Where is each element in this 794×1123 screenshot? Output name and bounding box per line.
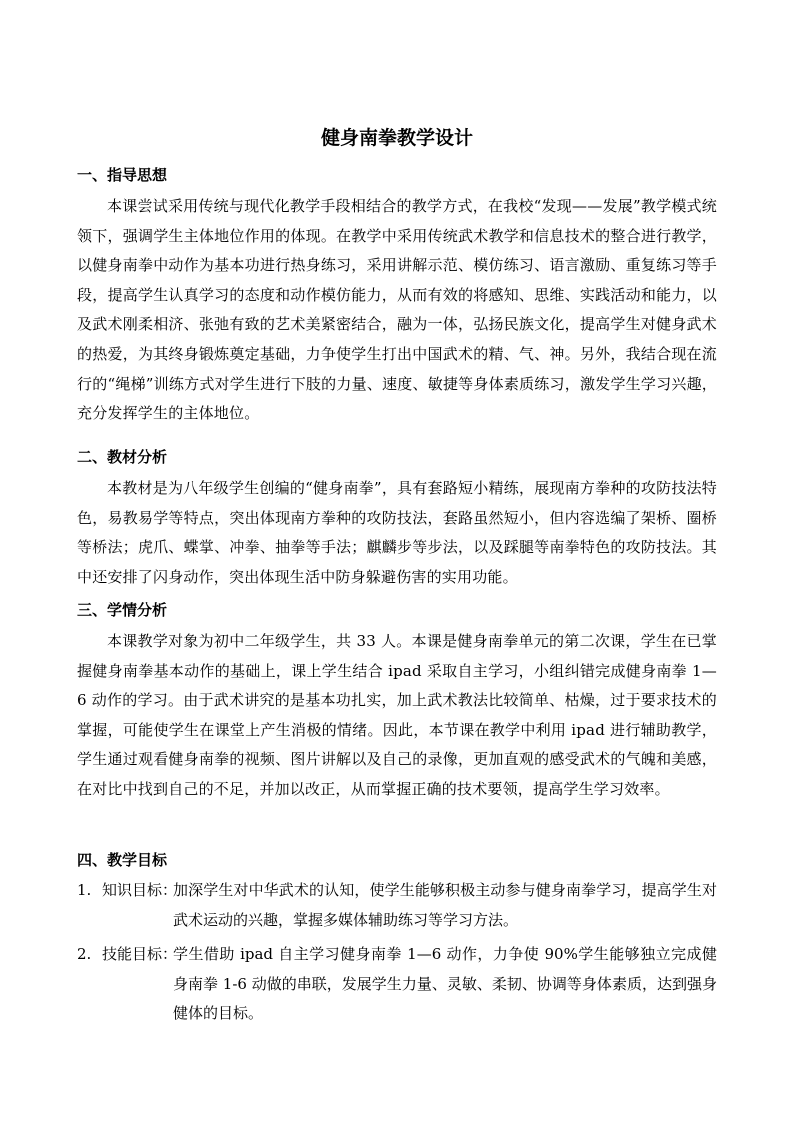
goal-item-skill xyxy=(77,940,717,1030)
goal-number: 1. xyxy=(77,881,92,899)
section-body-learner-analysis: 本课教学对象为初中二年级学生，共 33 人。本课是健身南拳单元的第二次课，学生在已掌握健身南拳基本动作的基础上，课上学生结合 ipad 采取自主学习，小组纠错完成健身南拳 1—6 动作的学习。由于武术讲究的是基本功扎实，加上武术教法比较简单、枯燥，过于要求技术的掌握，可能使学生在课堂上产生消极的情绪。因此，本节课在教学中利用 ipad 进行辅助教学，学生通过观看健身南拳的视频、图片讲解以及自己的录像，更加直观的感受武术的气魄和美感，在对比中找到自己的不足，并加以改正，从而掌握正确的技术要领，提高学生学习效率。 xyxy=(77,632,717,798)
section-heading-material-analysis: 二、教材分析 xyxy=(77,448,168,466)
section-body-material-analysis: 本教材是为八年级学生创编的“健身南拳”，具有套路短小精练，展现南方拳种的攻防技法特色，易教易学等特点，突出体现南方拳种的攻防技法，套路虽然短小，但内容选编了架桥、圈桥等桥法；虎爪、蝶掌、冲拳、抽拳等手法；麒麟步等步法，以及踩腿等南拳特色的攻防技法。其中还安排了闪身动作，突出体现生活中防身躲避伤害的实用功能。 xyxy=(77,479,717,586)
section-body-guiding-ideology: 本课尝试采用传统与现代化教学手段相结合的教学方式，在我校“发现——发展”教学模式统领下，强调学生主体地位作用的体现。在教学中采用传统武术教学和信息技术的整合进行教学，以健身南拳中动作为基本功进行热身练习，采用讲解示范、模仿练习、语言激励、重复练习等手段，提高学生认真学习的态度和动作模仿能力，从而有效的将感知、思维、实践活动和能力，以及武术刚柔相济、张弛有致的艺术美紧密结合，融为一体，弘扬民族文化，提高学生对健身武术的热爱，为其终身锻炼奠定基础，力争使学生打出中国武术的精、气、神。另外，我结合现在流行的“绳梯”训练方式对学生进行下肢的力量、速度、敏捷等身体素质练习，激发学生学习兴趣，充分发挥学生的主体地位。 xyxy=(77,197,717,423)
goal-label: 技能目标： xyxy=(102,945,178,963)
section-heading-guiding-ideology: 一、指导思想 xyxy=(77,166,168,184)
section-heading-learner-analysis: 三、学情分析 xyxy=(77,601,168,619)
section-heading-teaching-goals: 四、教学目标 xyxy=(77,851,168,869)
goal-number: 2. xyxy=(77,945,92,963)
goal-label: 知识目标： xyxy=(102,881,178,899)
goal-text: 学生借助 ipad 自主学习健身南拳 1—6 动作，力争使 90%学生能够独立完成健身南拳 1-6 动做的串联，发展学生力量、灵敏、柔韧、协调等身体素质，达到强身健体的目标。 xyxy=(173,945,717,1022)
document-title: 健身南拳教学设计 xyxy=(320,127,473,149)
goal-text: 加深学生对中华武术的认知，使学生能够积极主动参与健身南拳学习，提高学生对武术运动的兴趣，掌握多媒体辅助练习等学习方法。 xyxy=(173,881,717,929)
goal-item-knowledge xyxy=(77,876,717,936)
